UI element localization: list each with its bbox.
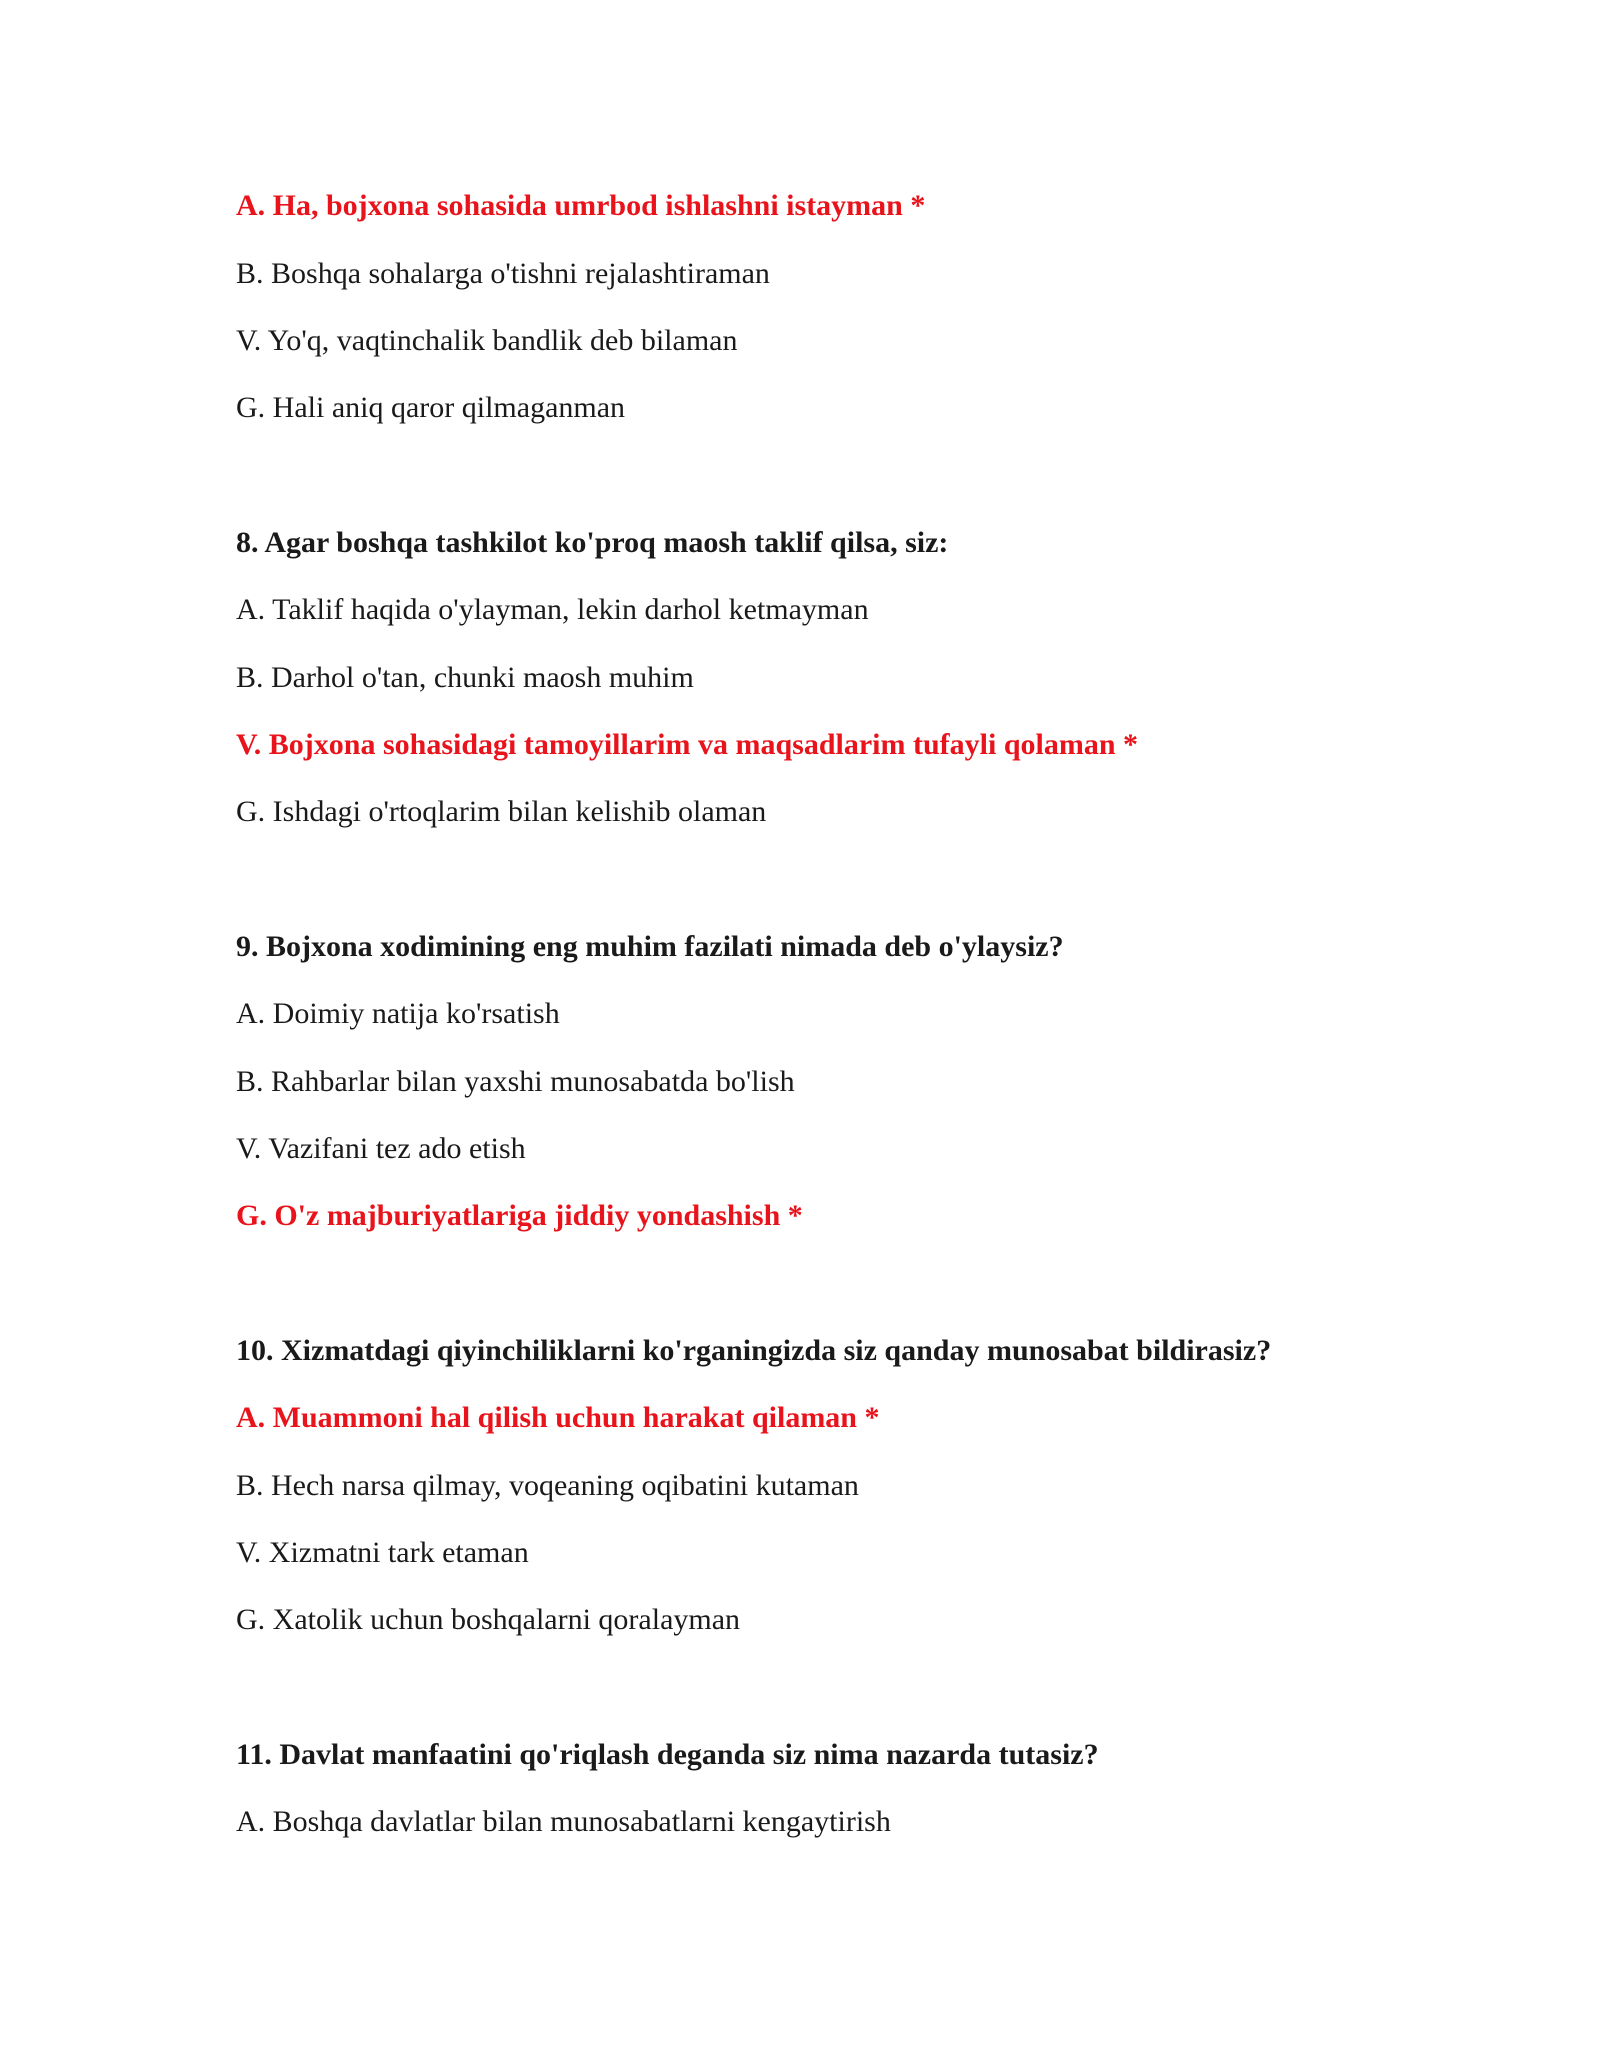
answer-option: A. Taklif haqida o'ylayman, lekin darhol ketmayman — [236, 593, 869, 626]
answer-option: G. Hali aniq qaror qilmaganman — [236, 391, 626, 424]
answer-option-correct: V. Bojxona sohasidagi tamoyillarim va maqsadlarim tufayli qolaman * — [236, 728, 1139, 761]
answer-option: B. Darhol o'tan, chunki maosh muhim — [236, 661, 694, 694]
answer-option: V. Vazifani tez ado etish — [236, 1132, 526, 1165]
answer-option: B. Boshqa sohalarga o'tishni rejalashtiraman — [236, 257, 770, 290]
answer-option: V. Xizmatni tark etaman — [236, 1536, 529, 1569]
answer-option: A. Boshqa davlatlar bilan munosabatlarni kengaytirish — [236, 1805, 891, 1838]
question-9: 9. Bojxona xodimining eng muhim fazilati nimada deb o'ylaysiz? — [236, 930, 1064, 963]
answer-option: B. Rahbarlar bilan yaxshi munosabatda bo'lish — [236, 1065, 795, 1098]
answer-option: G. Ishdagi o'rtoqlarim bilan kelishib olaman — [236, 795, 767, 828]
answer-option: A. Doimiy natija ko'rsatish — [236, 997, 560, 1030]
answer-option-correct: A. Muammoni hal qilish uchun harakat qilaman * — [236, 1401, 880, 1434]
answer-option: V. Yo'q, vaqtinchalik bandlik deb bilaman — [236, 324, 738, 357]
question-11: 11. Davlat manfaatini qo'riqlash deganda siz nima nazarda tutasiz? — [236, 1738, 1099, 1771]
question-10: 10. Xizmatdagi qiyinchiliklarni ko'rganingizda siz qanday munosabat bildirasiz? — [236, 1334, 1272, 1367]
answer-option: B. Hech narsa qilmay, voqeaning oqibatini kutaman — [236, 1469, 859, 1502]
answer-option-correct: A. Ha, bojxona sohasida umrbod ishlashni istayman * — [236, 189, 926, 222]
answer-option: G. Xatolik uchun boshqalarni qoralayman — [236, 1603, 741, 1636]
question-8: 8. Agar boshqa tashkilot ko'proq maosh taklif qilsa, siz: — [236, 526, 949, 559]
answer-option-correct: G. O'z majburiyatlariga jiddiy yondashish * — [236, 1199, 803, 1232]
